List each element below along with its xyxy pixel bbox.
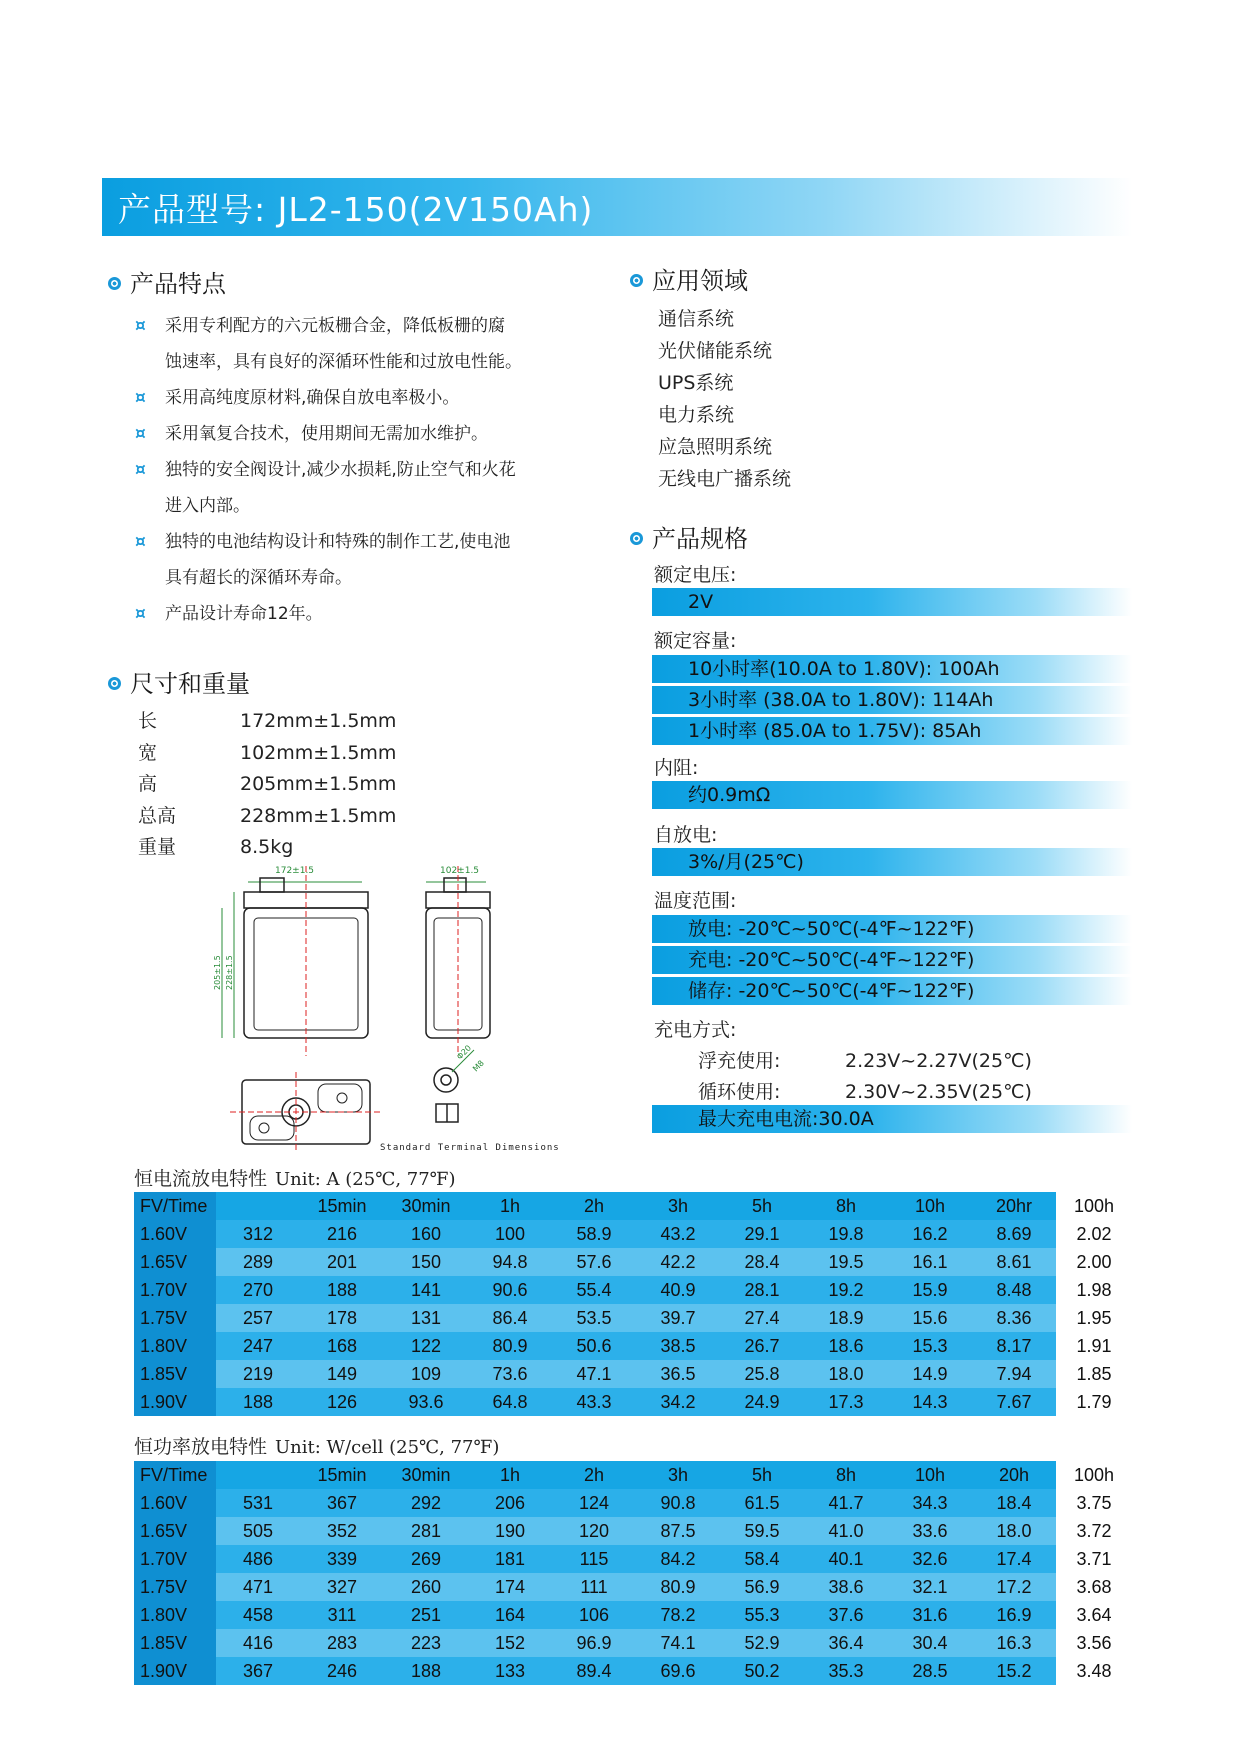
table-cell: 28.1	[720, 1276, 804, 1304]
table-header-cell: 15min	[300, 1461, 384, 1489]
table-header-cell: 20hr	[972, 1192, 1056, 1220]
table-cell: 2.02	[1056, 1220, 1132, 1248]
table-row	[134, 1629, 1132, 1657]
table-row	[134, 1573, 1132, 1601]
table-cell: 283	[300, 1629, 384, 1657]
table-row	[134, 1248, 1132, 1276]
table-cell: 181	[468, 1545, 552, 1573]
table-cell: 7.94	[972, 1360, 1056, 1388]
final-voltage-cell: 1.75V	[134, 1304, 216, 1332]
table-cell: 69.6	[636, 1657, 720, 1685]
table-cell: 15.2	[972, 1657, 1056, 1685]
table-cell: 36.5	[636, 1360, 720, 1388]
rated-capacity-label: 额定容量:	[654, 630, 737, 652]
terminal-thread-label: M8	[471, 1058, 486, 1074]
rated-voltage-value: 2V	[652, 588, 1132, 616]
table-cell: 8.36	[972, 1304, 1056, 1332]
table-cell: 38.5	[636, 1332, 720, 1360]
table-header-cell	[216, 1461, 300, 1489]
dimension-key: 总高	[138, 804, 177, 827]
table-cell: 3.72	[1056, 1517, 1132, 1545]
dimensions-heading: 尺寸和重量	[108, 664, 250, 699]
table-cell: 84.2	[636, 1545, 720, 1573]
table-cell: 57.6	[552, 1248, 636, 1276]
table-cell: 1.79	[1056, 1388, 1132, 1416]
bullet-star-icon: ¤	[135, 316, 146, 336]
table-header-cell: 10h	[888, 1192, 972, 1220]
dimension-value: 102mm±1.5mm	[240, 741, 397, 764]
specs-heading: 产品规格	[630, 519, 748, 554]
power-discharge-table	[134, 1461, 1132, 1685]
table-row	[134, 1388, 1132, 1416]
table-row	[134, 1360, 1132, 1388]
table-cell: 1.98	[1056, 1276, 1132, 1304]
internal-resistance-value: 约0.9mΩ	[652, 781, 1132, 809]
bullet-star-icon: ¤	[135, 460, 146, 480]
dimension-row	[138, 706, 396, 733]
capacity-3h: 3小时率 (38.0A to 1.80V): 114Ah	[652, 686, 1132, 714]
table-cell: 311	[300, 1601, 384, 1629]
table-cell: 122	[384, 1332, 468, 1360]
table-cell: 152	[468, 1629, 552, 1657]
table-cell: 16.1	[888, 1248, 972, 1276]
feature-item	[135, 452, 516, 524]
table-cell: 26.7	[720, 1332, 804, 1360]
table-header-cell: 100h	[1056, 1192, 1132, 1220]
table-cell: 18.0	[972, 1517, 1056, 1545]
table-row	[134, 1657, 1132, 1685]
table-cell: 223	[384, 1629, 468, 1657]
table-cell: 19.8	[804, 1220, 888, 1248]
dimension-key: 宽	[138, 741, 158, 764]
table-cell: 18.4	[972, 1489, 1056, 1517]
table-cell: 42.2	[636, 1248, 720, 1276]
table-cell: 35.3	[804, 1657, 888, 1685]
table-cell: 50.6	[552, 1332, 636, 1360]
table-cell: 15.6	[888, 1304, 972, 1332]
table-cell: 247	[216, 1332, 300, 1360]
application-item: 无线电广播系统	[658, 468, 792, 490]
table-cell: 219	[216, 1360, 300, 1388]
table-cell: 416	[216, 1629, 300, 1657]
table-cell: 3.68	[1056, 1573, 1132, 1601]
table-cell: 289	[216, 1248, 300, 1276]
dimension-value: 228mm±1.5mm	[240, 804, 397, 827]
final-voltage-cell: 1.80V	[134, 1601, 216, 1629]
table-header-cell: 10h	[888, 1461, 972, 1489]
dimension-value: 8.5kg	[240, 836, 294, 858]
table-cell: 269	[384, 1545, 468, 1573]
table-cell: 14.3	[888, 1388, 972, 1416]
final-voltage-cell: 1.90V	[134, 1388, 216, 1416]
table-cell: 3.48	[1056, 1657, 1132, 1685]
table-row	[134, 1517, 1132, 1545]
table-cell: 28.4	[720, 1248, 804, 1276]
table-row	[134, 1545, 1132, 1573]
bullet-star-icon: ¤	[135, 424, 146, 444]
table-cell: 133	[468, 1657, 552, 1685]
table-cell: 16.9	[972, 1601, 1056, 1629]
table-cell: 7.67	[972, 1388, 1056, 1416]
table-cell: 93.6	[384, 1388, 468, 1416]
table-cell: 188	[300, 1276, 384, 1304]
terminal-detail-drawing	[434, 1050, 474, 1122]
table-cell: 270	[216, 1276, 300, 1304]
table-cell: 39.7	[636, 1304, 720, 1332]
application-item: 应急照明系统	[658, 436, 773, 458]
table-cell: 15.9	[888, 1276, 972, 1304]
table-cell: 471	[216, 1573, 300, 1601]
dimension-key: 长	[138, 710, 158, 732]
table-cell: 174	[468, 1573, 552, 1601]
table-header-cell: 30min	[384, 1192, 468, 1220]
table-header-cell	[216, 1192, 300, 1220]
page-title: 产品型号: JL2-150(2V150Ah)	[118, 190, 594, 229]
table-cell: 8.48	[972, 1276, 1056, 1304]
charge-method-label: 充电方式:	[654, 1019, 737, 1041]
table-cell: 18.6	[804, 1332, 888, 1360]
feature-item	[135, 308, 522, 380]
table-cell: 64.8	[468, 1388, 552, 1416]
table-cell: 27.4	[720, 1304, 804, 1332]
table-row	[134, 1304, 1132, 1332]
table-cell: 89.4	[552, 1657, 636, 1685]
table-cell: 53.5	[552, 1304, 636, 1332]
table-cell: 339	[300, 1545, 384, 1573]
table-cell: 141	[384, 1276, 468, 1304]
table-header-cell: 3h	[636, 1461, 720, 1489]
table-header-row	[134, 1461, 1132, 1489]
final-voltage-cell: 1.90V	[134, 1657, 216, 1685]
table-cell: 15.3	[888, 1332, 972, 1360]
table-header-cell: 5h	[720, 1461, 804, 1489]
table-cell: 3.75	[1056, 1489, 1132, 1517]
table-cell: 1.91	[1056, 1332, 1132, 1360]
bullet-circle-icon	[108, 677, 121, 690]
table-cell: 55.4	[552, 1276, 636, 1304]
total-height-dim-label: 228±1.5	[225, 955, 234, 990]
dimension-key: 高	[138, 773, 158, 795]
height-dim-label: 205±1.5	[213, 955, 222, 990]
temp-storage: 储存: -20℃~50℃(-4℉~122℉)	[652, 977, 1132, 1005]
table-cell: 30.4	[888, 1629, 972, 1657]
table-cell: 86.4	[468, 1304, 552, 1332]
application-item: 电力系统	[658, 404, 735, 426]
table-cell: 312	[216, 1220, 300, 1248]
table-row	[134, 1220, 1132, 1248]
table-cell: 367	[300, 1489, 384, 1517]
table-cell: 251	[384, 1601, 468, 1629]
table-cell: 8.69	[972, 1220, 1056, 1248]
final-voltage-cell: 1.70V	[134, 1545, 216, 1573]
length-dim-label: 172±1.5	[275, 866, 315, 876]
table-header-cell: 3h	[636, 1192, 720, 1220]
table-cell: 28.5	[888, 1657, 972, 1685]
current-discharge-table	[134, 1192, 1132, 1416]
table-cell: 257	[216, 1304, 300, 1332]
application-item: 通信系统	[658, 308, 735, 330]
table-cell: 126	[300, 1388, 384, 1416]
table-cell: 120	[552, 1517, 636, 1545]
dimension-value: 205mm±1.5mm	[240, 773, 397, 795]
table-cell: 1.95	[1056, 1304, 1132, 1332]
temp-discharge: 放电: -20℃~50℃(-4℉~122℉)	[652, 915, 1132, 943]
table-cell: 34.2	[636, 1388, 720, 1416]
terminal-caption: Standard Terminal Dimensions	[380, 1143, 560, 1153]
feature-text: 产品设计寿命12年。	[165, 604, 323, 624]
applications-heading: 应用领域	[630, 261, 748, 296]
dimension-key: 重量	[138, 836, 177, 858]
table-cell: 292	[384, 1489, 468, 1517]
side-view-drawing	[426, 866, 490, 1056]
final-voltage-cell: 1.60V	[134, 1489, 216, 1517]
dimension-row	[138, 832, 293, 859]
feature-text-continued: 蚀速率，具有良好的深循环性能和过放电性能。	[165, 352, 522, 372]
table-cell: 52.9	[720, 1629, 804, 1657]
table-row	[134, 1601, 1132, 1629]
table-cell: 31.6	[888, 1601, 972, 1629]
application-item: 光伏储能系统	[658, 340, 773, 362]
dimension-row	[138, 738, 396, 765]
table-cell: 367	[216, 1657, 300, 1685]
table-cell: 14.9	[888, 1360, 972, 1388]
current-table-title: 恒电流放电特性 Unit: A (25℃, 77℉)	[134, 1168, 456, 1190]
table-cell: 115	[552, 1545, 636, 1573]
table-cell: 80.9	[468, 1332, 552, 1360]
table-cell: 281	[384, 1517, 468, 1545]
feature-item	[135, 524, 510, 596]
capacity-1h: 1小时率 (85.0A to 1.75V): 85Ah	[652, 717, 1132, 745]
table-row	[134, 1276, 1132, 1304]
table-cell: 246	[300, 1657, 384, 1685]
table-cell: 61.5	[720, 1489, 804, 1517]
table-cell: 25.8	[720, 1360, 804, 1388]
table-cell: 16.3	[972, 1629, 1056, 1657]
bullet-star-icon: ¤	[135, 532, 146, 552]
final-voltage-cell: 1.65V	[134, 1517, 216, 1545]
feature-text: 采用高纯度原材料,确保自放电率极小。	[165, 388, 460, 408]
bullet-star-icon: ¤	[135, 604, 146, 624]
table-cell: 87.5	[636, 1517, 720, 1545]
table-cell: 58.9	[552, 1220, 636, 1248]
table-cell: 96.9	[552, 1629, 636, 1657]
table-cell: 74.1	[636, 1629, 720, 1657]
table-cell: 150	[384, 1248, 468, 1276]
final-voltage-cell: 1.85V	[134, 1629, 216, 1657]
table-cell: 201	[300, 1248, 384, 1276]
table-cell: 3.64	[1056, 1601, 1132, 1629]
internal-resistance-label: 内阻:	[654, 757, 699, 779]
bullet-circle-icon	[630, 274, 643, 287]
table-cell: 41.0	[804, 1517, 888, 1545]
table-cell: 37.6	[804, 1601, 888, 1629]
table-row	[134, 1489, 1132, 1517]
cycle-charge-row: 循环使用: 2.30V~2.35V(25℃)	[698, 1081, 1032, 1103]
table-cell: 149	[300, 1360, 384, 1388]
table-header-cell: 1h	[468, 1192, 552, 1220]
table-cell: 43.3	[552, 1388, 636, 1416]
table-cell: 80.9	[636, 1573, 720, 1601]
dimension-row	[138, 769, 396, 796]
table-cell: 1.85	[1056, 1360, 1132, 1388]
battery-drawing	[213, 860, 590, 1160]
table-cell: 216	[300, 1220, 384, 1248]
table-cell: 327	[300, 1573, 384, 1601]
table-cell: 36.4	[804, 1629, 888, 1657]
table-cell: 131	[384, 1304, 468, 1332]
feature-text-continued: 具有超长的深循环寿命。	[165, 568, 352, 588]
table-cell: 47.1	[552, 1360, 636, 1388]
table-cell: 55.3	[720, 1601, 804, 1629]
final-voltage-cell: 1.80V	[134, 1332, 216, 1360]
temp-charge: 充电: -20℃~50℃(-4℉~122℉)	[652, 946, 1132, 974]
bullet-circle-icon	[108, 277, 121, 290]
feature-text: 独特的电池结构设计和特殊的制作工艺,使电池	[165, 532, 511, 552]
table-header-cell: 20h	[972, 1461, 1056, 1489]
table-cell: 486	[216, 1545, 300, 1573]
power-table-title: 恒功率放电特性 Unit: W/cell (25℃, 77℉)	[134, 1436, 500, 1458]
table-cell: 2.00	[1056, 1248, 1132, 1276]
table-header-cell: 100h	[1056, 1461, 1132, 1489]
table-cell: 164	[468, 1601, 552, 1629]
self-discharge-label: 自放电:	[654, 824, 718, 846]
table-cell: 188	[384, 1657, 468, 1685]
table-cell: 29.1	[720, 1220, 804, 1248]
table-cell: 41.7	[804, 1489, 888, 1517]
table-cell: 178	[300, 1304, 384, 1332]
table-cell: 8.17	[972, 1332, 1056, 1360]
table-cell: 260	[384, 1573, 468, 1601]
dimension-value: 172mm±1.5mm	[240, 710, 397, 732]
table-cell: 352	[300, 1517, 384, 1545]
table-cell: 531	[216, 1489, 300, 1517]
final-voltage-cell: 1.65V	[134, 1248, 216, 1276]
features-heading: 产品特点	[108, 264, 226, 299]
capacity-10h: 10小时率(10.0A to 1.80V): 100Ah	[652, 655, 1132, 683]
table-cell: 40.1	[804, 1545, 888, 1573]
table-cell: 3.56	[1056, 1629, 1132, 1657]
table-cell: 58.4	[720, 1545, 804, 1573]
table-header-cell: 5h	[720, 1192, 804, 1220]
table-cell: 40.9	[636, 1276, 720, 1304]
table-cell: 17.2	[972, 1573, 1056, 1601]
table-cell: 111	[552, 1573, 636, 1601]
table-cell: 73.6	[468, 1360, 552, 1388]
table-cell: 78.2	[636, 1601, 720, 1629]
table-cell: 190	[468, 1517, 552, 1545]
application-item: UPS系统	[658, 372, 734, 394]
feature-text: 采用专利配方的六元板栅合金，降低板栅的腐	[165, 316, 505, 336]
table-cell: 56.9	[720, 1573, 804, 1601]
table-cell: 18.0	[804, 1360, 888, 1388]
dimension-row	[138, 801, 396, 828]
table-cell: 160	[384, 1220, 468, 1248]
temperature-label: 温度范围:	[654, 890, 737, 912]
table-cell: 18.9	[804, 1304, 888, 1332]
table-header-cell: 8h	[804, 1461, 888, 1489]
final-voltage-cell: 1.85V	[134, 1360, 216, 1388]
table-header-cell: 15min	[300, 1192, 384, 1220]
final-voltage-cell: 1.60V	[134, 1220, 216, 1248]
table-cell: 100	[468, 1220, 552, 1248]
self-discharge-value: 3%/月(25℃)	[652, 848, 1132, 876]
front-view-drawing	[222, 866, 368, 1056]
table-row	[134, 1332, 1132, 1360]
table-cell: 59.5	[720, 1517, 804, 1545]
table-cell: 458	[216, 1601, 300, 1629]
table-cell: 19.2	[804, 1276, 888, 1304]
table-cell: 8.61	[972, 1248, 1056, 1276]
table-cell: 34.3	[888, 1489, 972, 1517]
table-cell: 505	[216, 1517, 300, 1545]
table-cell: 50.2	[720, 1657, 804, 1685]
table-cell: 188	[216, 1388, 300, 1416]
rated-voltage-label: 额定电压:	[654, 564, 737, 586]
table-cell: 90.8	[636, 1489, 720, 1517]
bullet-star-icon: ¤	[135, 388, 146, 408]
table-cell: 19.5	[804, 1248, 888, 1276]
table-cell: 90.6	[468, 1276, 552, 1304]
terminal-diameter-label: Φ20	[455, 1043, 474, 1062]
float-charge-row: 浮充使用: 2.23V~2.27V(25℃)	[698, 1050, 1032, 1072]
feature-text-continued: 进入内部。	[165, 496, 250, 516]
table-cell: 124	[552, 1489, 636, 1517]
table-cell: 94.8	[468, 1248, 552, 1276]
table-cell: 43.2	[636, 1220, 720, 1248]
table-cell: 32.1	[888, 1573, 972, 1601]
table-header-cell: FV/Time	[134, 1192, 216, 1220]
table-header-cell: 1h	[468, 1461, 552, 1489]
final-voltage-cell: 1.70V	[134, 1276, 216, 1304]
table-cell: 17.3	[804, 1388, 888, 1416]
feature-item	[135, 596, 323, 632]
width-dim-label: 102±1.5	[440, 866, 480, 876]
max-charge-current: 最大充电电流:30.0A	[652, 1105, 1132, 1133]
table-header-cell: FV/Time	[134, 1461, 216, 1489]
feature-text: 独特的安全阀设计,减少水损耗,防止空气和火花	[165, 460, 516, 480]
feature-item	[135, 416, 488, 452]
table-cell: 106	[552, 1601, 636, 1629]
table-cell: 168	[300, 1332, 384, 1360]
table-cell: 206	[468, 1489, 552, 1517]
top-view-drawing	[230, 1072, 380, 1152]
table-cell: 24.9	[720, 1388, 804, 1416]
table-cell: 16.2	[888, 1220, 972, 1248]
table-header-row	[134, 1192, 1132, 1220]
final-voltage-cell: 1.75V	[134, 1573, 216, 1601]
feature-item	[135, 380, 459, 416]
table-header-cell: 2h	[552, 1192, 636, 1220]
table-cell: 17.4	[972, 1545, 1056, 1573]
table-header-cell: 8h	[804, 1192, 888, 1220]
table-cell: 109	[384, 1360, 468, 1388]
table-cell: 33.6	[888, 1517, 972, 1545]
bullet-circle-icon	[630, 532, 643, 545]
table-header-cell: 2h	[552, 1461, 636, 1489]
table-cell: 32.6	[888, 1545, 972, 1573]
table-cell: 3.71	[1056, 1545, 1132, 1573]
table-header-cell: 30min	[384, 1461, 468, 1489]
feature-text: 采用氧复合技术，使用期间无需加水维护。	[165, 424, 488, 444]
table-cell: 38.6	[804, 1573, 888, 1601]
